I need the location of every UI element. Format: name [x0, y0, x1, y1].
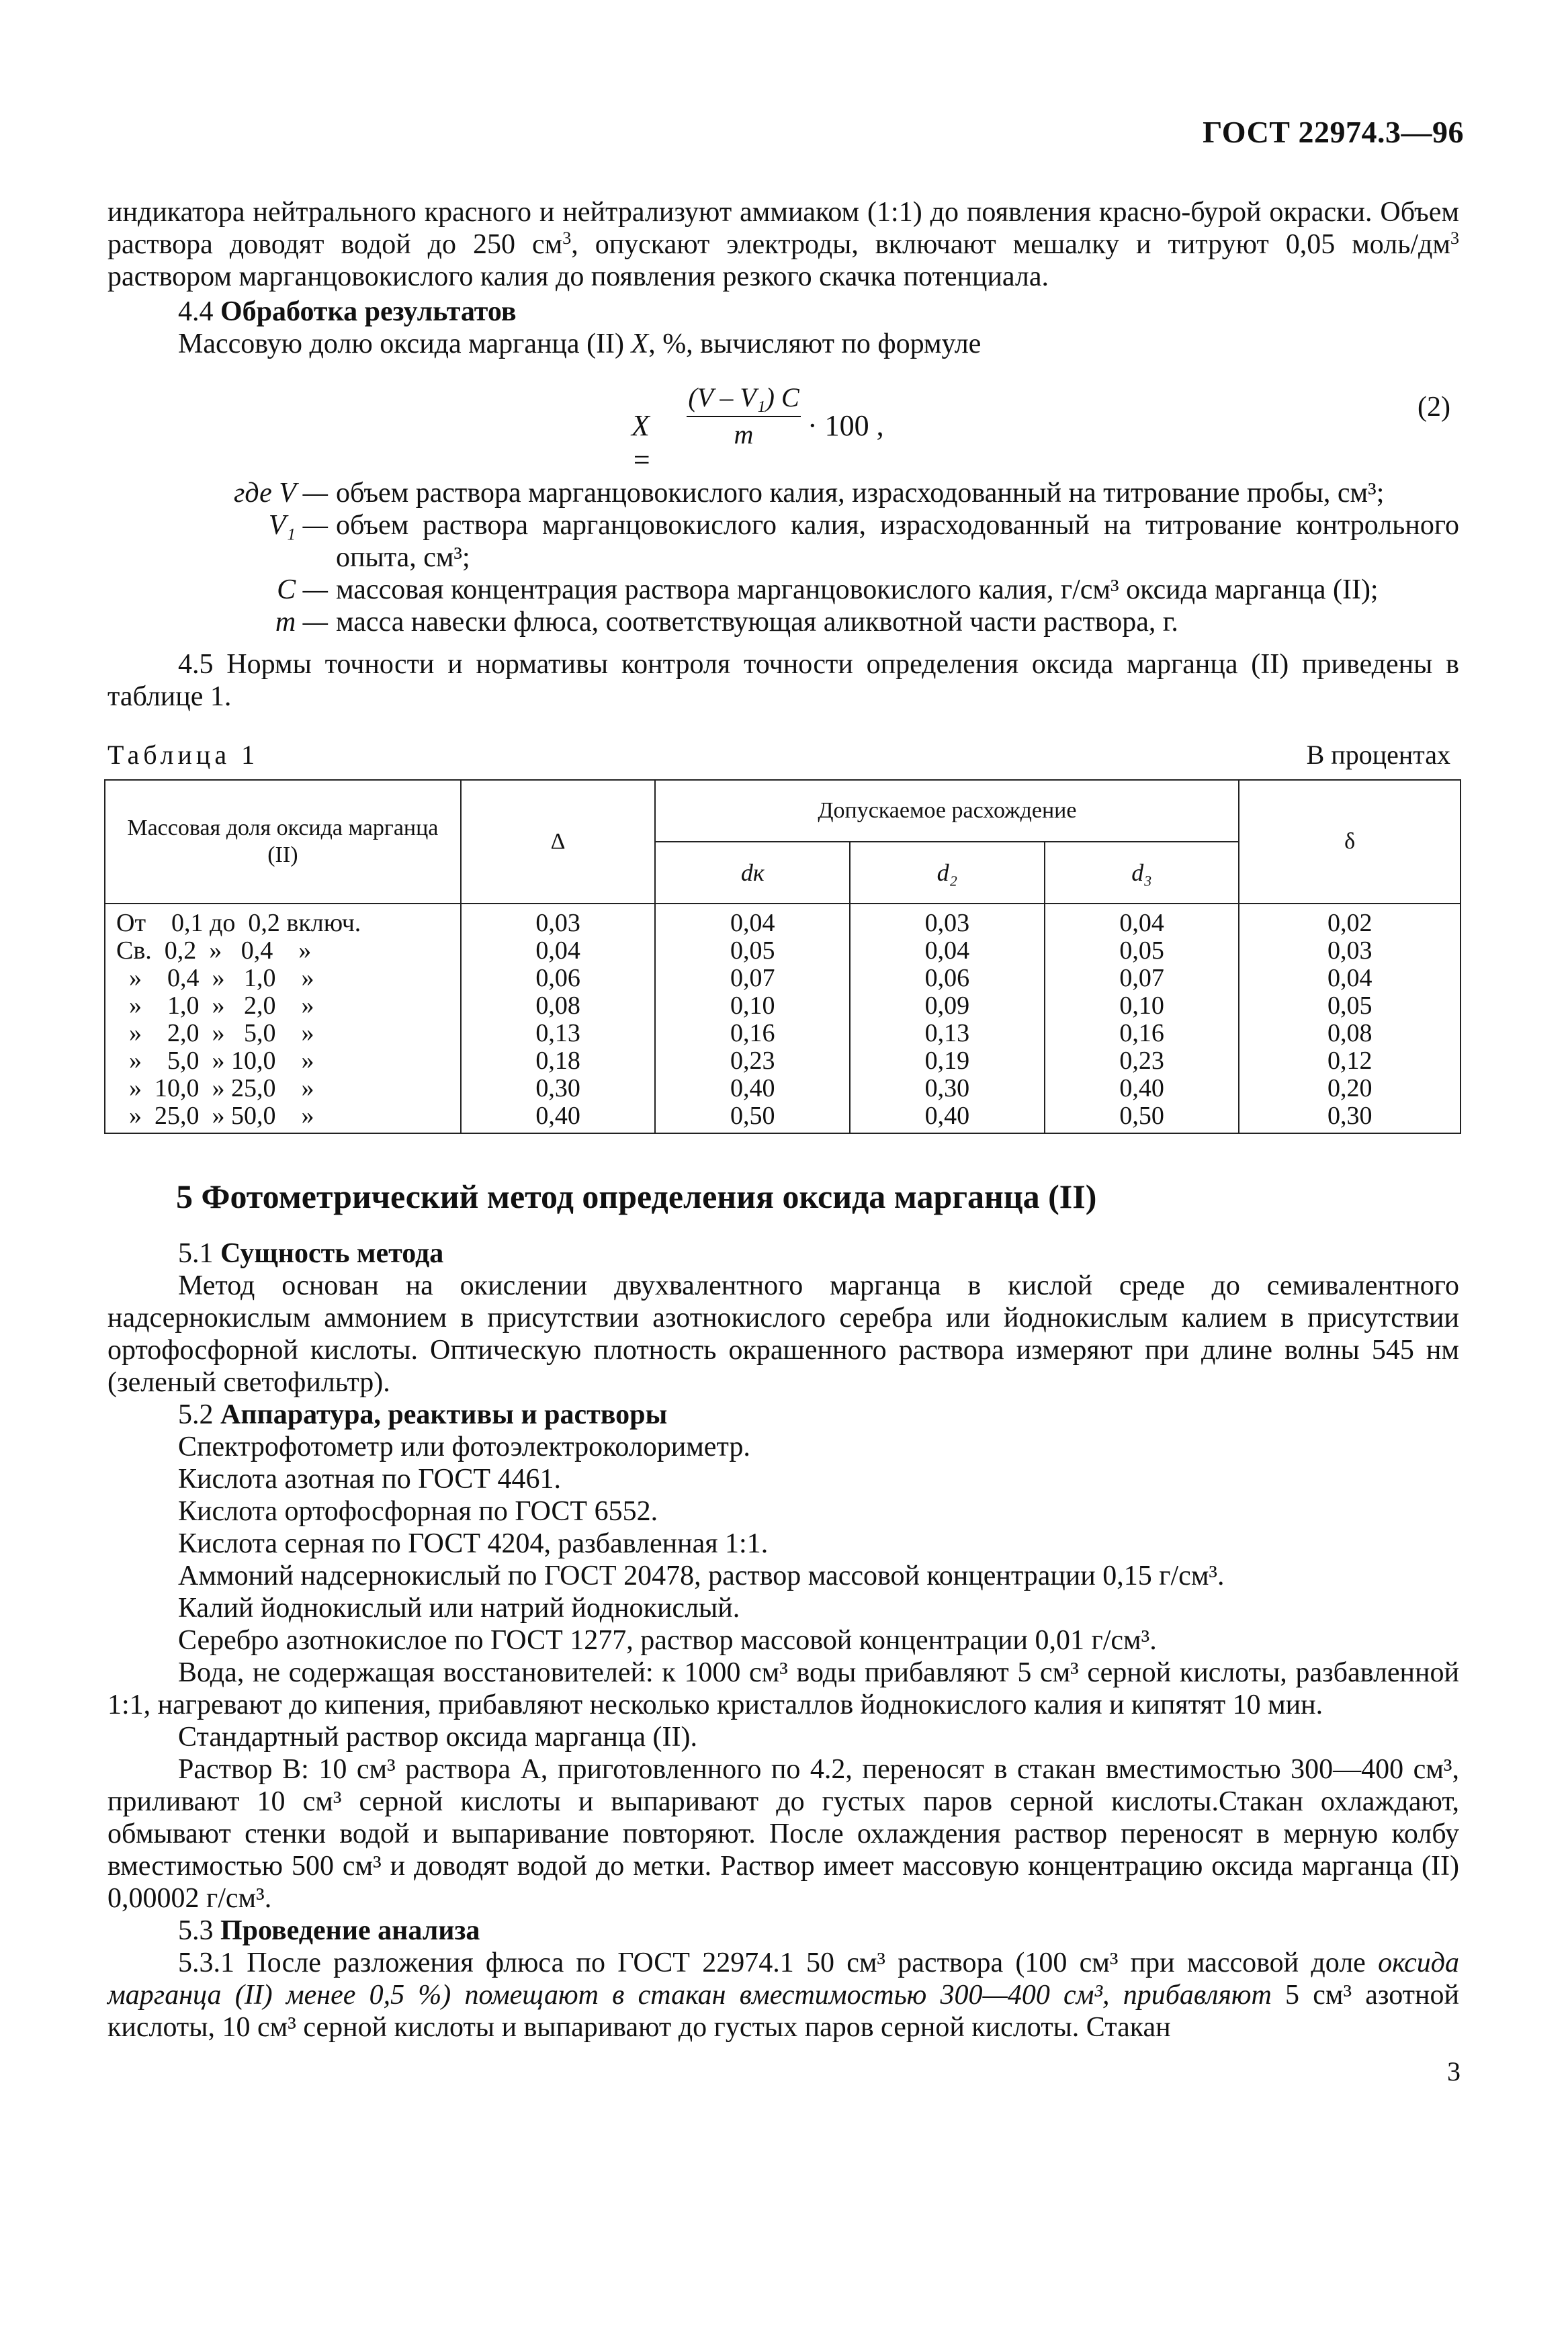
formula-number: (2) [1418, 392, 1450, 423]
cell-range: » 10,0 » 25,0 » [105, 1075, 461, 1102]
cell-range: » 25,0 » 50,0 » [105, 1102, 461, 1133]
cell-d2: 0,09 [850, 992, 1045, 1020]
cell-delta: 0,30 [461, 1075, 656, 1102]
cell-delta: 0,06 [461, 965, 656, 992]
cell-d3: 0,23 [1045, 1047, 1239, 1075]
variable-definitions [107, 477, 1459, 638]
cell-range: » 0,4 » 1,0 » [105, 965, 461, 992]
cell-dk: 0,16 [655, 1020, 850, 1047]
page-number: 3 [1447, 2056, 1461, 2087]
cell-small-delta: 0,08 [1239, 1020, 1461, 1047]
cell-dk: 0,23 [655, 1047, 850, 1075]
cell-d3: 0,10 [1045, 992, 1239, 1020]
cell-d3: 0,05 [1045, 937, 1239, 965]
formula-rhs: · 100 , [808, 409, 884, 442]
cell-dk: 0,50 [655, 1102, 850, 1133]
solution-b-paragraph: Раствор В: 10 см³ раствора А, приготовленного по 4.2, переносят в стакан вместимостью 300—400 см³, приливают 10 см³ серной кислоты и выпаривают до густых паров серной кислоты.Стакан охлаждают, обмывают стенки водой и выпаривание повторяют. После охлаждения раствор переносят в мерную колбу вместимостью 500 см³ и доводят водой до метки. Раствор имеет массовую концентрацию оксида марганца (II) 0,00002 г/см³. [107, 1754, 1459, 1914]
formula-denominator: m [734, 419, 754, 449]
section-5-body [107, 1237, 1459, 2044]
table-body [105, 904, 1461, 1133]
reagent-item: Серебро азотнокислое по ГОСТ 1277, раствор массовой концентрации 0,01 г/см³. [178, 1625, 1157, 1656]
definition-term: V₁ — [268, 510, 328, 541]
fraction-bar [687, 416, 801, 417]
formula-numerator: (V – V₁) C [688, 382, 799, 412]
table-row [105, 1075, 1461, 1102]
section-number: 4.4 [178, 296, 214, 327]
cell-d2: 0,04 [850, 937, 1045, 965]
header-dk: dк [655, 842, 850, 904]
reagent-item: Кислота азотная по ГОСТ 4461. [178, 1464, 561, 1495]
reagent-item: Кислота ортофосфорная по ГОСТ 6552. [178, 1496, 658, 1527]
cell-d2: 0,40 [850, 1102, 1045, 1133]
cell-dk: 0,40 [655, 1075, 850, 1102]
section-4-5 [107, 648, 1459, 713]
header-delta: Δ [461, 780, 656, 904]
definition-item [107, 606, 1459, 638]
water-paragraph: Вода, не содержащая восстановителей: к 1000 см³ воды прибавляют 5 см³ серной кислоты, разбавленной 1:1, нагревают до кипения, прибавляют несколько кристаллов йоднокислого калия и кипятят 10 мин. [107, 1657, 1459, 1720]
section-title: Сущность метода [220, 1238, 444, 1269]
header-mass-fraction: Массовая доля оксида марганца (II) [105, 780, 461, 904]
cell-small-delta: 0,12 [1239, 1047, 1461, 1075]
cell-dk: 0,04 [655, 904, 850, 937]
cell-d3: 0,16 [1045, 1020, 1239, 1047]
accuracy-table [104, 779, 1461, 1134]
cell-d2: 0,03 [850, 904, 1045, 937]
section-4-5-text: 4.5 Нормы точности и нормативы контроля точности определения оксида марганца (II) приведены в таблице 1. [107, 649, 1459, 712]
table-row [105, 965, 1461, 992]
document-id: ГОСТ 22974.3—96 [1203, 115, 1464, 149]
italic-text: оксида марганца (II) менее 0,5 %) помещают в стакан вместимостью 300—400 см³, прибавляют [107, 1947, 1459, 2011]
text: 5 см³ азотной кислоты, 10 см³ серной кислоты и выпаривают до густых паров серной кислоты. Стакан [107, 1980, 1459, 2043]
section-4-4 [107, 296, 1459, 360]
intro-text-2: , опускают электроды, включают мешалку и титруют 0,05 моль/дм [571, 229, 1450, 260]
text: , %, вычисляют по формуле [648, 328, 982, 359]
cell-small-delta: 0,05 [1239, 992, 1461, 1020]
cell-small-delta: 0,20 [1239, 1075, 1461, 1102]
cell-delta: 0,04 [461, 937, 656, 965]
cell-range: Св. 0,2 » 0,4 » [105, 937, 461, 965]
table-row [105, 1020, 1461, 1047]
cell-small-delta: 0,04 [1239, 965, 1461, 992]
definition-term: где V — [233, 478, 328, 509]
sup: 3 [1450, 228, 1459, 248]
formula-lhs: X = [631, 409, 652, 476]
cell-range: » 2,0 » 5,0 » [105, 1020, 461, 1047]
table-units: В процентах [1306, 740, 1450, 770]
formula-fraction [687, 382, 801, 450]
cell-d2: 0,30 [850, 1075, 1045, 1102]
cell-dk: 0,07 [655, 965, 850, 992]
cell-d3: 0,04 [1045, 904, 1239, 937]
table-row [105, 904, 1461, 937]
intro-text-1: индикатора нейтрального красного и нейтрализуют аммиаком (1:1) до появления красно-бурой окраски. Объем раствора доводят водой до 250 см [107, 197, 1459, 260]
standard-solution: Стандартный раствор оксида марганца (II). [178, 1722, 697, 1753]
definition-text: объем раствора марганцовокислого калия, израсходованный на титрование пробы, см³; [336, 478, 1385, 509]
reagent-item: Аммоний надсернокислый по ГОСТ 20478, раствор массовой концентрации 0,15 г/см³. [178, 1561, 1225, 1591]
table-row [105, 937, 1461, 965]
section-5-1-text: Метод основан на окислении двухвалентного марганца в кислой среде до семивалентного надсернокислым аммонием в присутствии азотнокислого серебра или йоднокислым калием в присутствии ортофосфорной кислоты. Оптическую плотность окрашенного раствора измеряют при длине волны 545 нм (зеленый светофильтр). [107, 1270, 1459, 1398]
cell-range: » 5,0 » 10,0 » [105, 1047, 461, 1075]
cell-d2: 0,13 [850, 1020, 1045, 1047]
cell-range: От 0,1 до 0,2 включ. [105, 904, 461, 937]
header-d2: d₂ [850, 842, 1045, 904]
definition-text: массовая концентрация раствора марганцовокислого калия, г/см³ оксида марганца (II); [336, 574, 1379, 605]
section-number: 5.1 [178, 1238, 214, 1269]
section-number: 5.3 [178, 1915, 214, 1946]
section-title: Аппаратура, реактивы и растворы [220, 1399, 668, 1430]
intro-paragraph [107, 196, 1459, 293]
header-d3: d₃ [1045, 842, 1239, 904]
cell-delta: 0,40 [461, 1102, 656, 1133]
cell-small-delta: 0,30 [1239, 1102, 1461, 1133]
reagent-item: Калий йоднокислый или натрий йоднокислый. [178, 1593, 740, 1624]
sup: 3 [562, 228, 572, 248]
table-row [105, 1047, 1461, 1075]
cell-delta: 0,03 [461, 904, 656, 937]
definition-item [107, 477, 1459, 509]
section-number: 5.2 [178, 1399, 214, 1430]
text: 5.3.1 После разложения флюса по ГОСТ 22974.1 50 см³ раствора (100 см³ при массовой доле [178, 1947, 1379, 1978]
header-small-delta: δ [1239, 780, 1461, 904]
cell-dk: 0,10 [655, 992, 850, 1020]
table-row [105, 992, 1461, 1020]
cell-small-delta: 0,03 [1239, 937, 1461, 965]
cell-d3: 0,50 [1045, 1102, 1239, 1133]
intro-text-3: раствором марганцовокислого калия до появления резкого скачка потенциала. [107, 261, 1049, 292]
definition-term: C — [277, 574, 328, 605]
table-caption: Таблица 1 [107, 740, 259, 770]
table-row [105, 1102, 1461, 1133]
cell-delta: 0,08 [461, 992, 656, 1020]
cell-d3: 0,40 [1045, 1075, 1239, 1102]
cell-delta: 0,13 [461, 1020, 656, 1047]
definition-item [107, 574, 1459, 606]
cell-d2: 0,06 [850, 965, 1045, 992]
definition-term: m — [275, 607, 328, 638]
section-5-title: 5 Фотометрический метод определения оксида марганца (II) [176, 1178, 1097, 1215]
section-title: Обработка результатов [220, 296, 517, 327]
header-allowed-discrepancy: Допускаемое расхождение [655, 780, 1239, 842]
definition-text: масса навески флюса, соответствующая аликвотной части раствора, г. [336, 607, 1178, 638]
cell-small-delta: 0,02 [1239, 904, 1461, 937]
variable: X [631, 328, 649, 359]
section-title: Проведение анализа [220, 1915, 480, 1946]
definition-item [107, 509, 1459, 574]
cell-d3: 0,07 [1045, 965, 1239, 992]
definition-text: объем раствора марганцовокислого калия, израсходованный на титрование контрольного опыта, см³; [336, 510, 1459, 573]
cell-range: » 1,0 » 2,0 » [105, 992, 461, 1020]
cell-d2: 0,19 [850, 1047, 1045, 1075]
reagent-item: Кислота серная по ГОСТ 4204, разбавленная 1:1. [178, 1528, 769, 1559]
text: Массовую долю оксида марганца (II) [178, 328, 631, 359]
cell-dk: 0,05 [655, 937, 850, 965]
reagent-item: Спектрофотометр или фотоэлектроколориметр. [178, 1432, 750, 1462]
cell-delta: 0,18 [461, 1047, 656, 1075]
